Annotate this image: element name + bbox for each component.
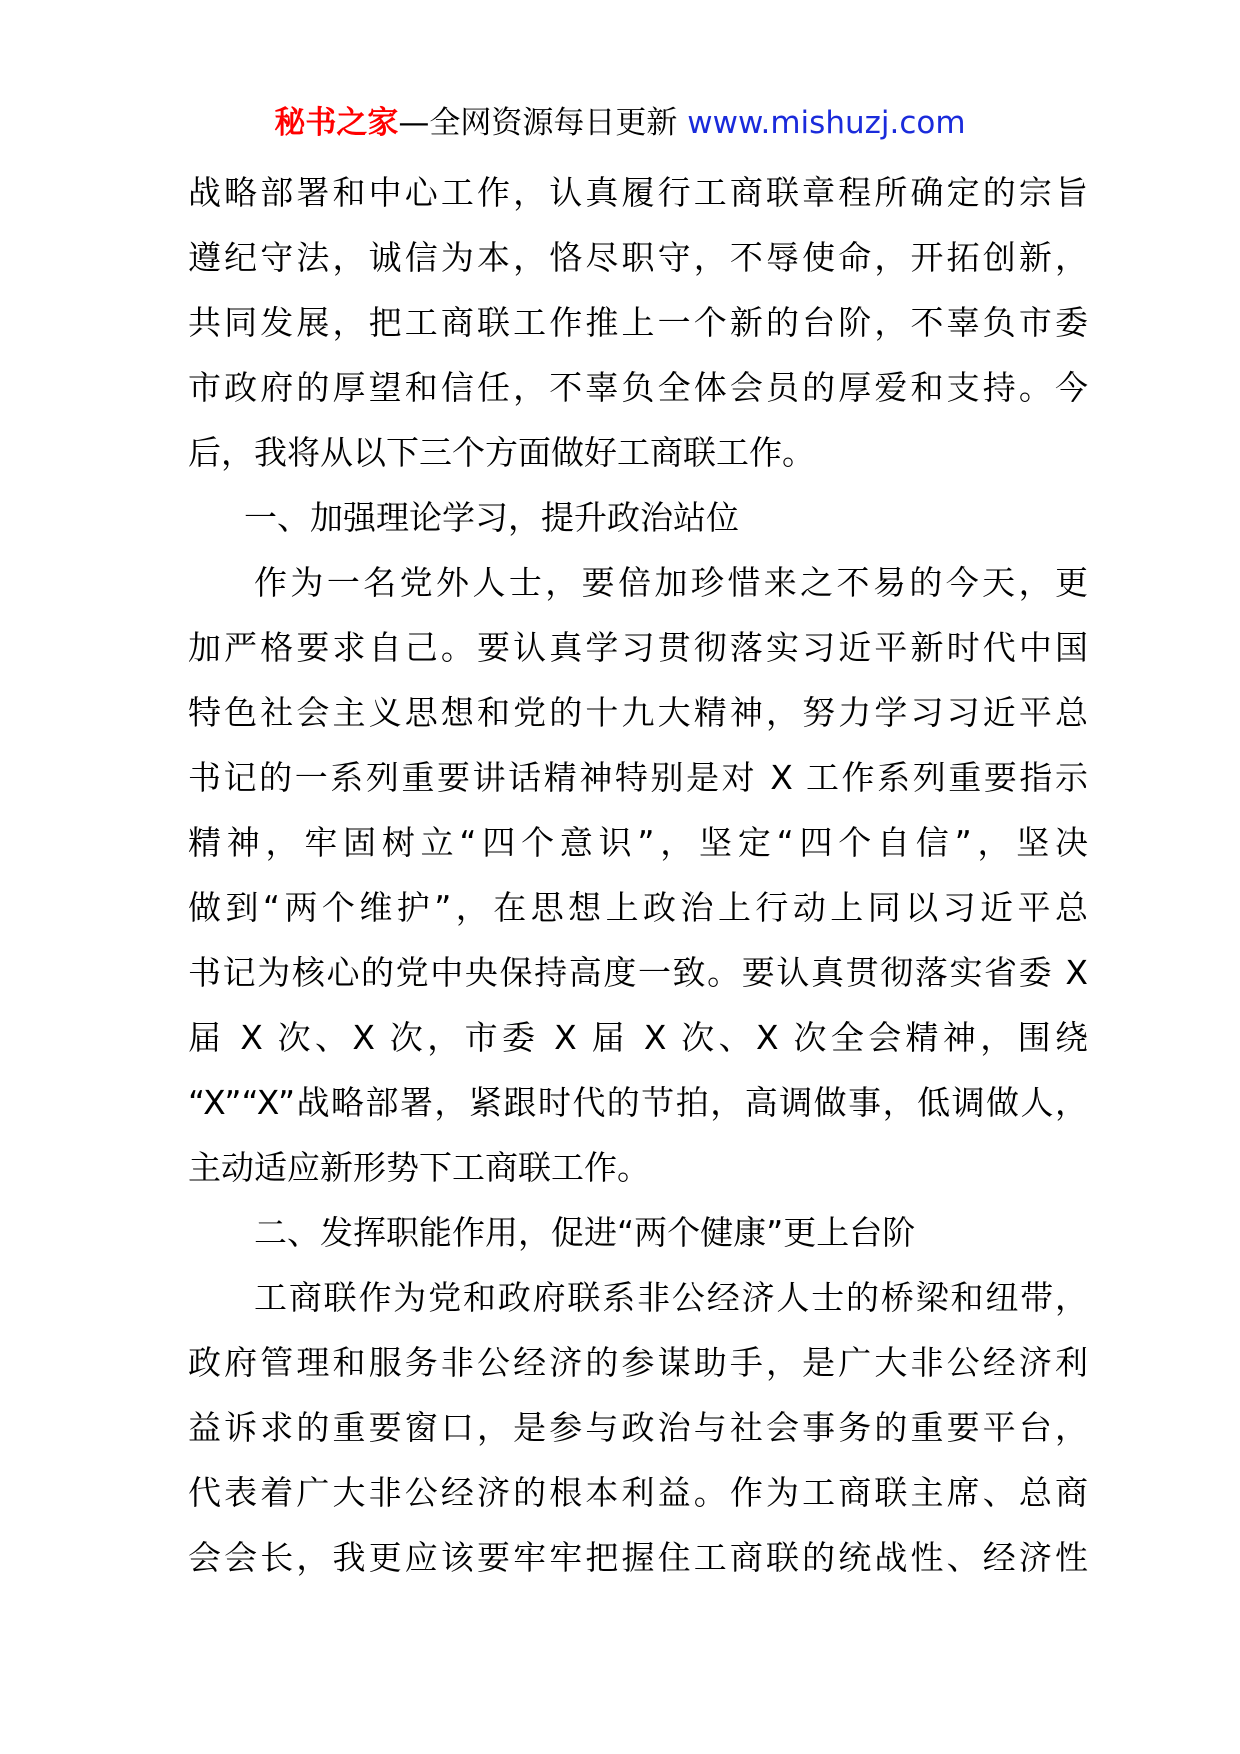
text-line: 市政府的厚望和信任，不辜负全体会员的厚爱和支持。今 [188, 368, 1088, 407]
section-heading-2: 二、发挥职能作用，促进“两个健康”更上台阶 [254, 1213, 916, 1252]
site-brand: 秘书之家 [274, 105, 399, 141]
text-line: 代表着广大非公经济的根本利益。作为工商联主席、总商 [188, 1473, 1088, 1512]
text-line: 工商联作为党和政府联系非公经济人士的桥梁和纽带， [254, 1278, 1088, 1317]
text-line: 遵纪守法，诚信为本，恪尽职守，不辱使命，开拓创新， [188, 238, 1088, 277]
text-line: 主动适应新形势下工商联工作。 [188, 1148, 650, 1187]
text-line: 做到“两个维护”，在思想上政治上行动上同以习近平总 [188, 888, 1088, 927]
site-header [0, 98, 1240, 148]
site-url-link[interactable]: www.mishuzj.com [687, 105, 966, 141]
site-tagline: —全网资源每日更新 [398, 105, 688, 141]
text-line: 届 X 次、X 次，市委 X 届 X 次、X 次全会精神，围绕 [188, 1018, 1088, 1057]
text-line: 作为一名党外人士，要倍加珍惜来之不易的今天，更 [254, 563, 1088, 602]
text-line: “X”“X”战略部署，紧跟时代的节拍，高调做事，低调做人， [188, 1083, 1088, 1122]
text-line: 政府管理和服务非公经济的参谋助手，是广大非公经济利 [188, 1343, 1088, 1382]
text-line: 益诉求的重要窗口，是参与政治与社会事务的重要平台， [188, 1408, 1088, 1447]
text-line: 加严格要求自己。要认真学习贯彻落实习近平新时代中国 [188, 628, 1088, 667]
document-body [188, 160, 1088, 1590]
text-line: 书记的一系列重要讲话精神特别是对 X 工作系列重要指示 [188, 758, 1088, 797]
section-heading-1: 一、加强理论学习，提升政治站位 [244, 498, 739, 537]
text-line: 共同发展，把工商联工作推上一个新的台阶，不辜负市委 [188, 303, 1088, 342]
text-line: 书记为核心的党中央保持高度一致。要认真贯彻落实省委 X [188, 953, 1088, 992]
text-line: 特色社会主义思想和党的十九大精神，努力学习习近平总 [188, 693, 1088, 732]
text-line: 后，我将从以下三个方面做好工商联工作。 [188, 433, 815, 472]
text-line: 会会长，我更应该要牢牢把握住工商联的统战性、经济性 [188, 1538, 1088, 1577]
text-line: 战略部署和中心工作，认真履行工商联章程所确定的宗旨 [188, 173, 1088, 212]
text-line: 精神，牢固树立“四个意识”，坚定“四个自信”，坚决 [188, 823, 1088, 862]
